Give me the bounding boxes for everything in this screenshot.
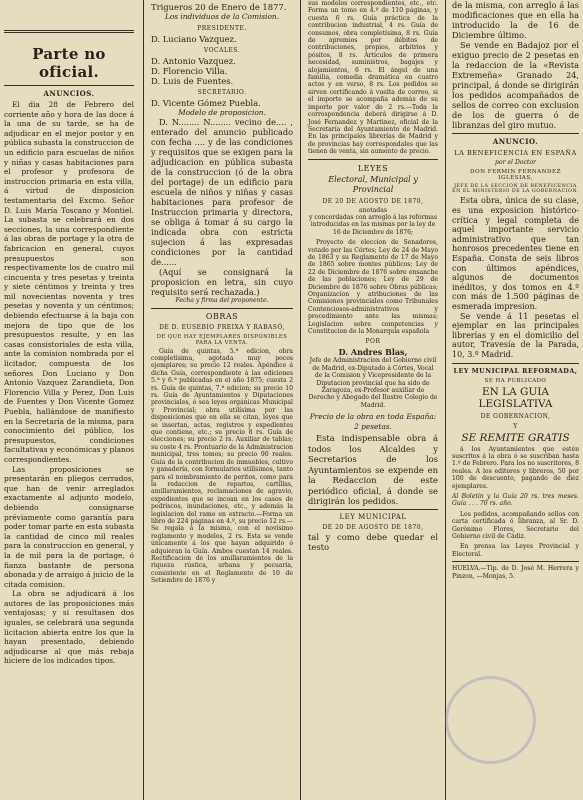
- works-availability: DE QUE HAY EJEMPLARES DISPONIBLES PARA LA VENTA.: [156, 333, 288, 346]
- imprint: HUELVA.—Tip. de D. José M. Herrera y Pinzon, —Monjas, 5.: [452, 565, 579, 580]
- divider: [308, 509, 438, 510]
- law-title: LEY MUNICIPAL REFORMADA,: [453, 366, 578, 375]
- works-author: DE D. EUSEBIO FREIXA Y RABASÓ,: [159, 323, 285, 331]
- laws-contents: Proyecto de eleccion de Senadores, votado por las Córtes; Ley de 24 de Mayo de 1863 y su Reglamento de 17 de Mayo de 1865 sobre montes públicos; Ley de 22 de Diciembre de 1876 sobre ensanche de las poblaciones; Ley de 29 de Diciembre de 1876 sobre Obras públicas; Organizacion y atribuciones de las Comisiones provinciales como Tribunales Contenciosos-administrativos y procedimiento ante las mismas; Legislacion sobre competencias y Constitucion de la Monarquía española: [308, 239, 438, 336]
- paragraph: La obra se adjudicará á los autores de las proposiciones más ventajosas; y si resultasen dos iguales, se celebrará una segunda licitacion abierta entre los que la hayan presentado, debiendo adjudicarse al que más rebaja hiciere de los indicados tipos.: [4, 589, 134, 666]
- book-title: LA BENEFICENCIA EN ESPAÑA: [454, 149, 577, 157]
- published-label: SE HA PUBLICADO: [484, 377, 547, 384]
- paragraph: En prensa las Leyes Provincial y Electoral.: [452, 543, 579, 558]
- paragraph: Esta obra, única de su clase, es una exposicion histórico-crítica y legal completa de aquel importante servicio administrativo que tan honrosos precedentes tiene en España. Consta de seis libros con últimos apéndices, algunos de documentos inéditos, y dos tomos en 4.º con más de 1.500 páginas de esmerada impresion.: [452, 196, 579, 311]
- by-label: POR: [365, 338, 381, 346]
- paragraph: á los Ayuntamientos que estén suscritos á la obra ó se suscriban hasta 1.º de Febrero. Para los no suscritores, 8 reales. A los editores y libreros, 50 por 100 de descuento, pagando de diez ejemplares.: [452, 445, 579, 490]
- paragraph: tal y como debe quedar el testo: [308, 532, 438, 552]
- library-stamp: [445, 676, 536, 764]
- free-title: SE REMITE GRATIS: [461, 431, 570, 444]
- column-2: [147, 0, 297, 800]
- column-rule: [300, 0, 301, 800]
- laws-annotated: anotadas: [359, 206, 387, 214]
- column-1: [0, 0, 138, 800]
- paragraph: sus modelos correspondientes, etc., etc. Forma un tomo en 4.º de 110 páginas, y cuesta 6 rs. Guía práctica de la contribucion industrial, 4 rs. Guía de consumos, obra completísima, 8 rs. Guía de apremios por débitos de contribuciones, propios, arbitrios y pósitos, 8 rs. Artículos de primera necesidad, suministros, bagajes y alojamientos, 6 rs. El ángel de una familia, comedia dramática en cuatro actos y en verso, 8 rs. Los pedidos se sirven certificando á vuelta de correo, si el importe se acompaña además de su importe por valor de 2 rs.—Toda la correspondencia deberá dirigirse á D. José Fernandez y Martinez, oficial de la Secretaría del Ayuntamiento de Madrid. En las principales librerías de Madrid y de provincias hay correspondales que las tienen de venta, sin aumento de precio.: [308, 0, 438, 156]
- paragraph: El dia 28 de Febrero del corriente año y hora de las doce á la una de su tarde, se ha de adjudicar en el mejor postor y en pública subasta la construccion de un edificio para escuelas de niños y niñas y casas habitaciones para el profesor y profesora de instruccion primaria en esta villa, á virtud de disposicion testamentaria del Excmo. Señor D. Luis María Toscano y Montiel. La subasta se celebrará en dos secciones, la una correspondiente á las obras de portage y la otra de fabricacion en general, cuyos presupuestos son respectivamente los de cuatro mil cincuenta y tres pesetas y treinta y siete céntimos y treinta y tres mil novecientas noventa y tres pesetas y noventa y un céntimos; debiendo efectuarse á la baja con mejora de tipo que de los presupuestos resulte, y en las casas consistoriales de esta villa, ante la comision nombrada por el licitador, compuesta de los señores Don Luciano y Don Antonio Vazquez Zarandieta, Don Florencio Villa y Perez, Don Luis de Fuentes y Don Vicente Gomez Puebla, hallándose de manifiesto en la Secretaría de la misma, para conocimiento del público, los presupuestos, condiciones facultativas y económicas y planos correspondientes.: [4, 100, 134, 464]
- announcement-title: ANUNCIO.: [492, 137, 539, 146]
- model-title: Modelo de proposicion.: [178, 107, 266, 117]
- divider: [452, 561, 579, 562]
- label: VOCALES.: [203, 46, 241, 54]
- section-title: ANUNCIOS.: [43, 89, 95, 98]
- divider: [308, 159, 438, 160]
- divider: [151, 308, 293, 309]
- guide-title: EN LA GUIA LEGISLATIVA: [478, 385, 553, 410]
- paragraph: Se vende en Badajoz por el exiguo precio de 2 pesetas en la redaccion de la «Revista Extremeña» Granado 24, principal, á donde se dirigirán los pedidos acompañados de sellos de correo con exclusion de los de guerra ó de libranzas del giro mutuo.: [452, 40, 579, 130]
- signatory: D. Vicente Gómez Puebla.: [151, 97, 261, 108]
- guide-subtitle: DE GOBERNACION,: [480, 412, 551, 420]
- conjunction: Y: [513, 422, 518, 430]
- divider: [4, 85, 134, 86]
- paragraph: Esta indispensable obra á todos los Alcaldes y Secretarios de los Ayuntamientos se expende en la Redaccion de este periódico oficial, á donde se dirigirán los pedidos.: [308, 433, 438, 506]
- author-name: D. Andres Blas,: [338, 347, 408, 358]
- price-line: Precio de la obra en toda España: 2 pesetas.: [309, 412, 437, 431]
- label: SECRETARIO.: [197, 88, 247, 96]
- law-date: DE 20 DE AGOSTO DE 1870,: [322, 524, 424, 532]
- signatory: D. Antonio Vazquez.: [151, 55, 236, 66]
- laws-text: y concordadas con arreglo á las reformas introducidas en las mismas por la ley de 16 de Diciembre de 1876;: [308, 213, 438, 236]
- column-rule: [143, 0, 144, 800]
- signature-line: Fecha y firma del proponente.: [175, 297, 269, 305]
- law-title: LEY MUNICIPAL: [339, 513, 407, 522]
- book-author-role: JEFE DE LA SECCION DE BENEFICENCIA EN EL MINISTERIO DE LA GOBERNACION.: [452, 184, 579, 195]
- divider: [4, 30, 134, 33]
- paragraph: de la misma, con arreglo á las modificaciones que en ella ha introducido la de 16 de Diciembre último.: [452, 0, 579, 40]
- column-3: [304, 0, 442, 800]
- works-list: Guía de quintas, 5.ª edicion, obra completísima, agotada muy pocos ejemplares; su precio 12 reales. Apéndice á dicha Guía, correspondiente á las ediciones 5.ª y 6.ª publicadas en el año 1875; cuesta 2 rs. Guía de quintas, 7.ª edicion; su precio 10 rs. Guía de Ayuntamientos y Diputaciones provinciales, ó sea leyes orgánicas Municipal y Provincial; obra utilísima por las disposiciones que en ella se citan, leyes que se insertan, actas, registros y expedientes que contiene, etc.; su precio 8 rs. Guía de elecciones; su precio 2 rs. Auxiliar de tablas; su coste 4 rs. Prontuario de la Administracion municipal, tres tomos; su precio 90 reales. Guía de la contribucion de inmuebles, cultivo y ganadería, con formularios utilísimos, tanto para el nombramiento de peritos, como para la redaccion de repartos, cartillas, amillaramientos, reclamaciones de agravio, expedientes que se incoan en los casos de pedriscos, inundaciones, etc., y además la legislacion del ramo en extracto.—Forma un libro de 224 páginas en 4.º, su precio 12 rs.—Se regala á la misma, con el novísimo reglamento y modelos, 2 rs. Esta se vende únicamente á los que hayan adquirido ó adquieran la Guía. Ambos cuestan 14 reales. Rectificacion de los amillaramientos de la riqueza rústica, urbana y pecuaria, consistente en el Reglamento de 10 de Setiembre de 1876 y: [151, 347, 293, 585]
- signatory: D. Florencio Villa.: [151, 65, 228, 76]
- book-author: DON FERMIN FERNANDEZ IGLESIAS,: [470, 169, 561, 182]
- signatory: D. Luis de Fuentes.: [151, 75, 234, 86]
- label: PRESIDENTE.: [197, 24, 247, 32]
- laws-date: DE 20 DE AGOSTO DE 1870,: [322, 197, 424, 205]
- paragraph: Se vende á 11 pesetas el ejemplar en las principales librerías y en el domicilio del autor, Travesía de la Parada, 10, 3.º Madrid.: [452, 311, 579, 359]
- book-by: por el Doctor: [495, 159, 536, 166]
- divider: [452, 133, 579, 134]
- commission-title: Los individuos de la Comision.: [164, 12, 280, 21]
- signatory: D. Luciano Vazquez.: [151, 33, 237, 44]
- works-title: OBRAS: [205, 311, 239, 321]
- dateline: Trigueros 20 de Enero de 1877.: [151, 2, 287, 12]
- price-line: Al Boletín y la Guía 20 rs. tres meses. Guía . . . 70 rs. año.: [452, 492, 579, 508]
- model-text: D. N........ N........ vecino de.... , enterado del anuncio publicado con fecha .... y de las condiciones y requisitos que se exigen para la adjudicacion en pública subasta de la construccion (ó de la obra del portage) de un edificio para escuela de niños y niñas y casas habitaciones para profesor de Instruccion primaria y directora, se obliga á tomar á su cargo la indicada obra con estricta sujecion á las expresadas condiciones por la cantidad de......: [151, 117, 293, 268]
- author-desc: Jefe de Administracion del Gobierno civil de Madrid, ex-Diputado á Córtes, Vocal de la Comision y Vicepresidente de la Diputacion provincial que ha sido de Zaragoza, ex-Profesor auxiliar de Derecho y Abogado del Ilustre Colegio de Madrid.: [308, 357, 438, 409]
- column-rule: [445, 0, 446, 800]
- paragraph: Los pedidos, acompañando sellos con carta certificada ó libranza, al Sr. D. Gerónimo Flores, Secretario del Gobierno civil de Cádiz.: [452, 510, 579, 540]
- laws-subtitle: Electoral, Municipal y Provincial: [328, 174, 418, 194]
- model-note: (Aquí se consignará la proposicion en letra, sin cuyo requisito será rechazada.): [151, 267, 293, 298]
- column-4: [448, 0, 583, 800]
- section-header: Parte no oficial.: [32, 45, 106, 81]
- divider: [452, 363, 579, 364]
- paragraph: Las proposiciones se presentarán en pliegos cerrados, que han de venir arreglados exactamente al adjunto modelo, debiendo consignarse préviamente como garantía para poder tomar parte en esta subasta la cantidad de cinco mil reales para la construccion en general, y la de mil para la de portage, ó fianza bastante de persona abonada y de arraigo á juicio de la citada comision.: [4, 464, 134, 589]
- laws-title: LEYES: [357, 163, 389, 173]
